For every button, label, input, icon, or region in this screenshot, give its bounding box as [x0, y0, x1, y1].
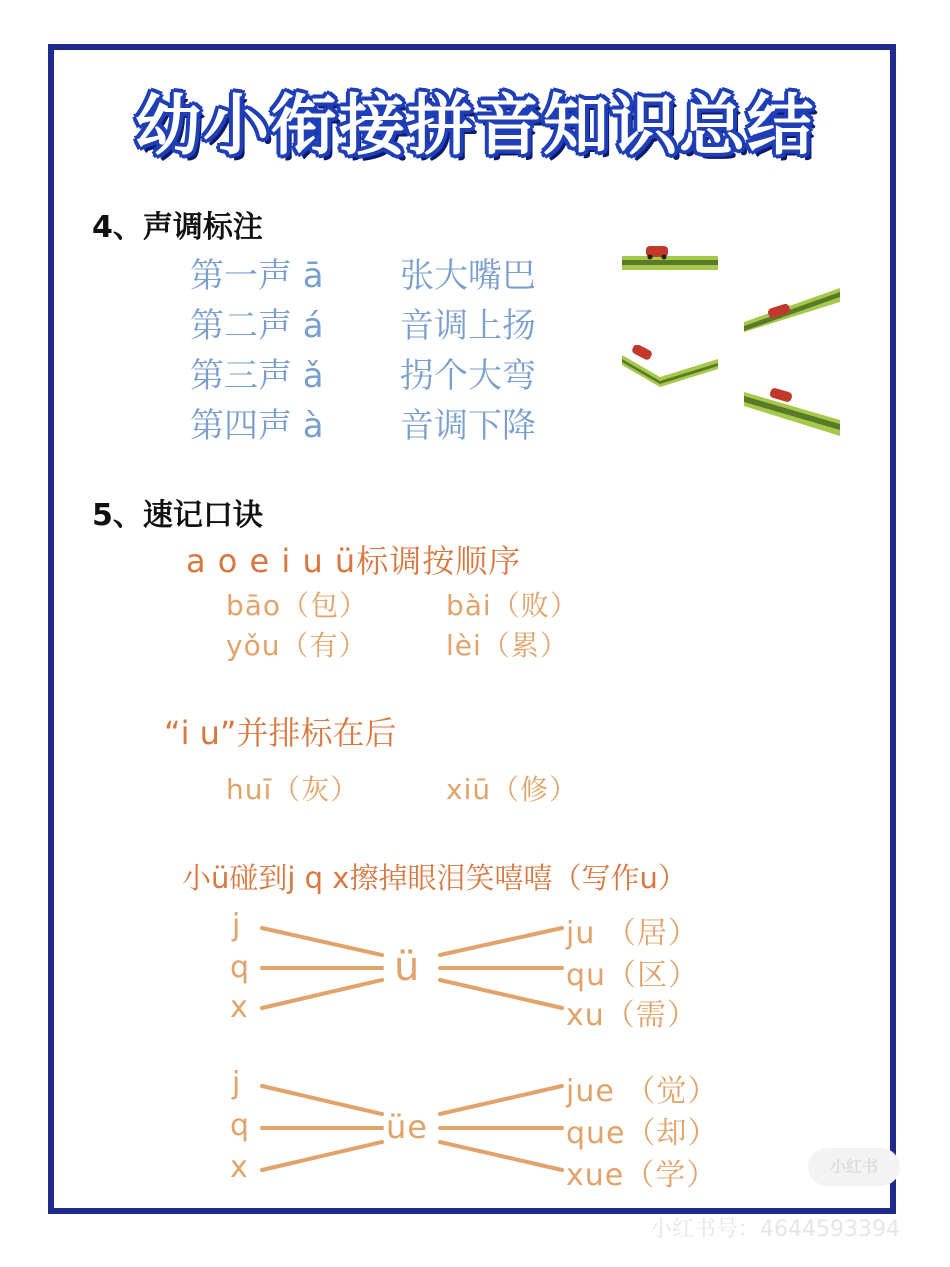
section-5-heading: 5、速记口诀	[92, 498, 263, 533]
rule-2-example-xiu: xiū（修）	[446, 773, 579, 806]
group-2-left-q: q	[230, 1108, 251, 1143]
group-1-left-j: j	[232, 908, 242, 943]
rule-1-example-bao: bāo（包）	[226, 589, 369, 622]
rule-2-example-hui: huī（灰）	[226, 773, 360, 806]
group-1-left-q: q	[230, 950, 251, 985]
group-1-right-qu: qu（区）	[566, 958, 700, 993]
page-title: 幼小衔接拼音知识总结	[135, 87, 815, 164]
tone-1-desc: 张大嘴巴	[400, 256, 536, 296]
rule-1-example-lei: lèi（累）	[446, 629, 569, 662]
tone-3-desc: 拐个大弯	[400, 356, 536, 396]
tone-3-name: 第三声 ǎ	[190, 356, 324, 396]
group-2-right-xue: xue（学）	[566, 1158, 718, 1193]
tone-4-name: 第四声 à	[190, 406, 324, 446]
group-2-right-que: que（却）	[566, 1116, 719, 1151]
watermark-badge: 小红书	[808, 1148, 900, 1186]
tone-1-name: 第一声 ā	[190, 256, 324, 296]
rule-1-example-bai: bài（败）	[446, 589, 579, 622]
tone-4-desc: 音调下降	[400, 406, 536, 446]
group-1-right-ju: ju （居）	[566, 916, 699, 951]
group-2-left-j: j	[232, 1066, 242, 1101]
group-1-right-xu: xu（需）	[566, 998, 698, 1033]
tone-2-desc: 音调上扬	[400, 306, 536, 346]
rule-2-text: “i u”并排标在后	[164, 714, 397, 752]
tone-2-name: 第二声 á	[190, 306, 324, 346]
group-2-right-jue: jue （觉）	[566, 1074, 719, 1109]
rule-1-text: a o e i u ü标调按顺序	[186, 542, 522, 580]
group-2-left-x: x	[230, 1150, 249, 1185]
rule-1-example-you: yǒu（有）	[226, 629, 368, 662]
rule-3-text: 小ü碰到j q x擦掉眼泪笑嘻嘻（写作u）	[182, 861, 687, 895]
section-4-heading: 4、声调标注	[92, 210, 263, 245]
group-2-center-ue: üe	[386, 1108, 428, 1146]
watermark-id: 小红书号：4644593394	[650, 1217, 900, 1242]
group-1-left-x: x	[230, 990, 249, 1025]
group-1-center-u: ü	[394, 944, 421, 990]
